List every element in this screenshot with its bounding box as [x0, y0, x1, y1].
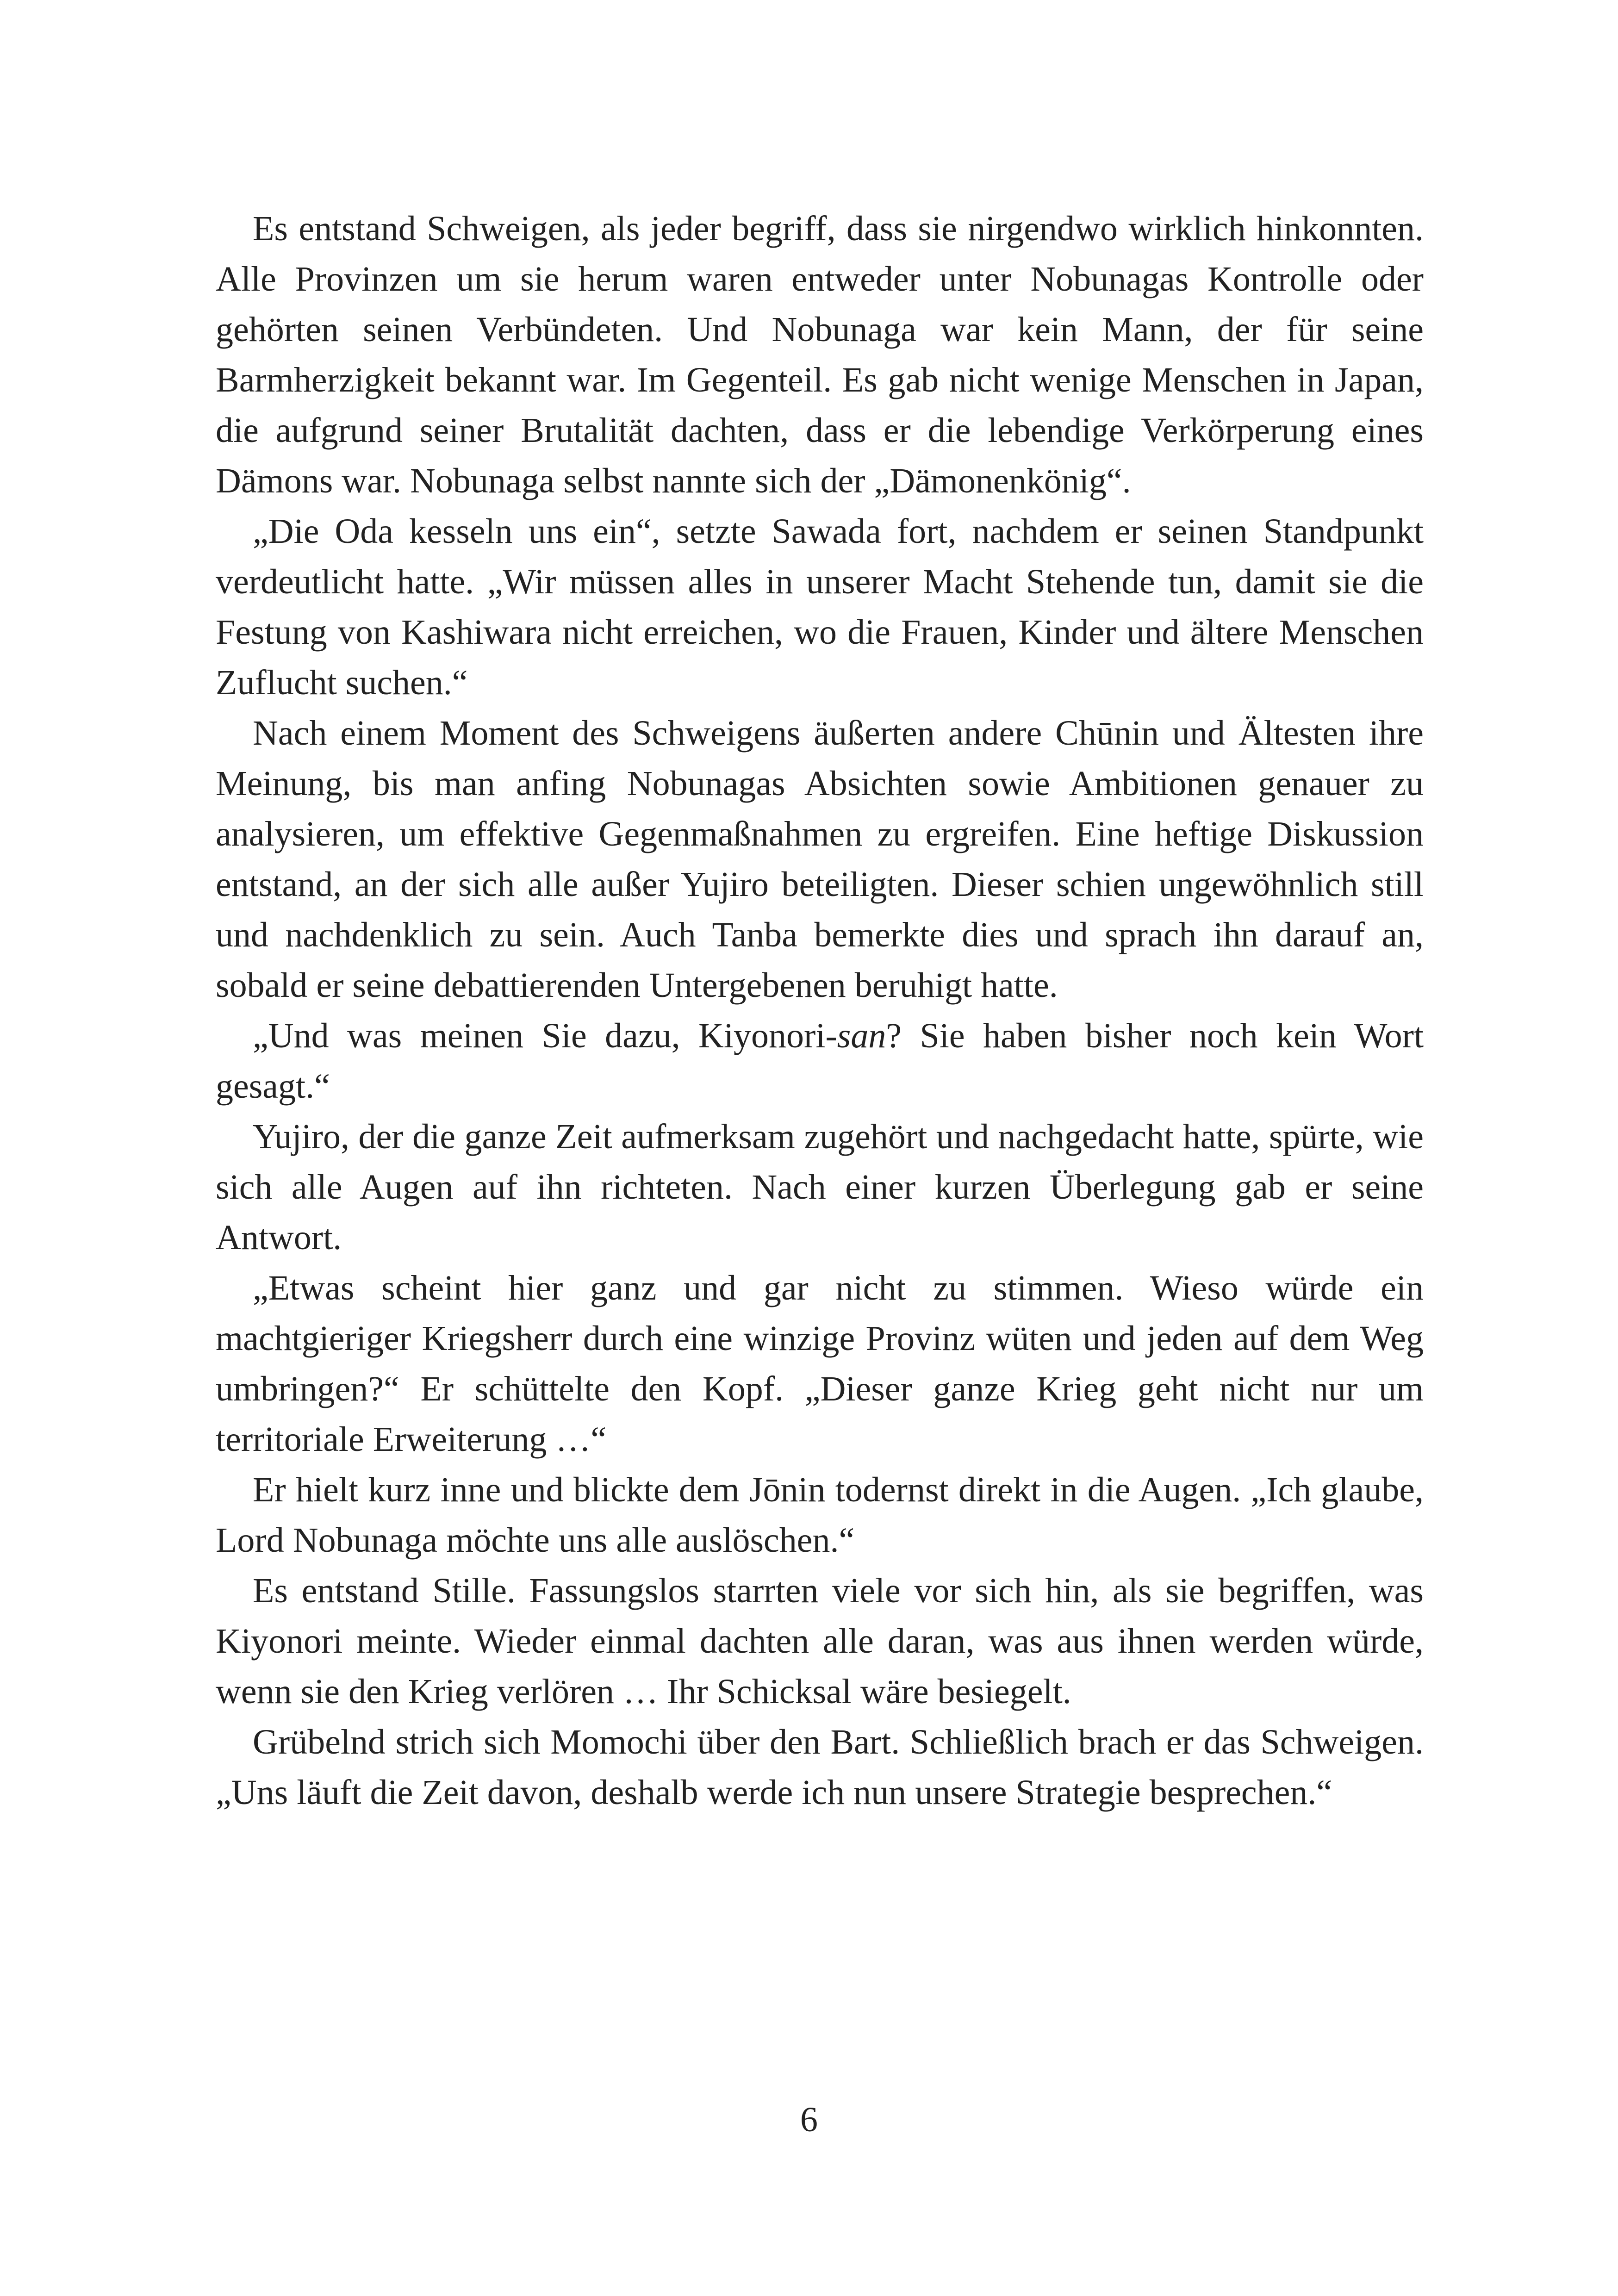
paragraph-1: Es entstand Schweigen, als jeder begriff, dass sie nirgendwo wirklich hinkonnten. Alle Provinzen um sie herum waren entweder unter Nobunagas Kontrolle oder gehörten seinen Verbündeten. Und Nobunaga war kein Mann, der für seine Barmherzigkeit bekannt war. Im Gegenteil. Es gab nicht wenige Menschen in Japan, die aufgrund seiner Brutalität dachten, dass er die lebendige Verkörperung eines Dämons war. Nobunaga selbst nannte sich der „Dämonenkönig“.	[216, 209, 1424, 500]
paragraph-8: Es entstand Stille. Fassungslos starrten viele vor sich hin, als sie begriffen, was Kiyonori meinte. Wieder einmal dachten alle daran, was aus ihnen werden würde, wenn sie den Krieg verlören … Ihr Schicksal wäre besiegelt.	[216, 1571, 1424, 1711]
paragraph-2: „Die Oda kesseln uns ein“, setzte Sawada fort, nachdem er seinen Standpunkt verdeutlicht hatte. „Wir müssen alles in unserer Macht Stehende tun, damit sie die Festung von Kashiwara nicht erreichen, wo die Frauen, Kinder und ältere Menschen Zuflucht suchen.“	[216, 512, 1424, 702]
paragraph-5: Yujiro, der die ganze Zeit aufmerksam zugehört und nachgedacht hatte, spürte, wie sich alle Augen auf ihn richteten. Nach einer kurzen Überlegung gab er seine Antwort.	[216, 1117, 1424, 1257]
paragraph-4	[216, 1011, 1424, 1112]
paragraph-4-text-after: ? Sie haben bisher noch kein Wort gesagt.“	[216, 1016, 1424, 1106]
paragraph-4-text-before: „Und was meinen Sie dazu, Kiyonori-	[253, 1016, 837, 1055]
paragraph-3: Nach einem Moment des Schweigens äußerten andere Chūnin und Ältesten ihre Meinung, bis man anfing Nobunagas Absichten sowie Ambitionen genauer zu analysieren, um effektive Gegenmaßnahmen zu ergreifen. Eine heftige Diskussion entstand, an der sich alle außer Yujiro beteiligten. Dieser schien ungewöhnlich still und nachdenklich zu sein. Auch Tanba bemerkte dies und sprach ihn darauf an, sobald er seine debattierenden Untergebenen beruhigt hatte.	[216, 714, 1424, 1005]
paragraph-6: „Etwas scheint hier ganz und gar nicht zu stimmen. Wieso würde ein machtgieriger Kriegsherr durch eine winzige Provinz wüten und jeden auf dem Weg umbringen?“ Er schüttelte den Kopf. „Dieser ganze Krieg geht nicht nur um territoriale Erweiterung …“	[216, 1269, 1424, 1459]
paragraph-7: Er hielt kurz inne und blickte dem Jōnin todernst direkt in die Augen. „Ich glaube, Lord Nobunaga möchte uns alle auslöschen.“	[216, 1470, 1424, 1560]
page-number: 6	[800, 2100, 818, 2139]
paragraph-4-emphasis: san	[837, 1016, 886, 1055]
paragraph-9: Grübelnd strich sich Momochi über den Bart. Schließlich brach er das Schweigen. „Uns läuft die Zeit davon, deshalb werde ich nun unsere Strategie besprechen.“	[216, 1723, 1424, 1812]
body-text	[216, 204, 1424, 1818]
